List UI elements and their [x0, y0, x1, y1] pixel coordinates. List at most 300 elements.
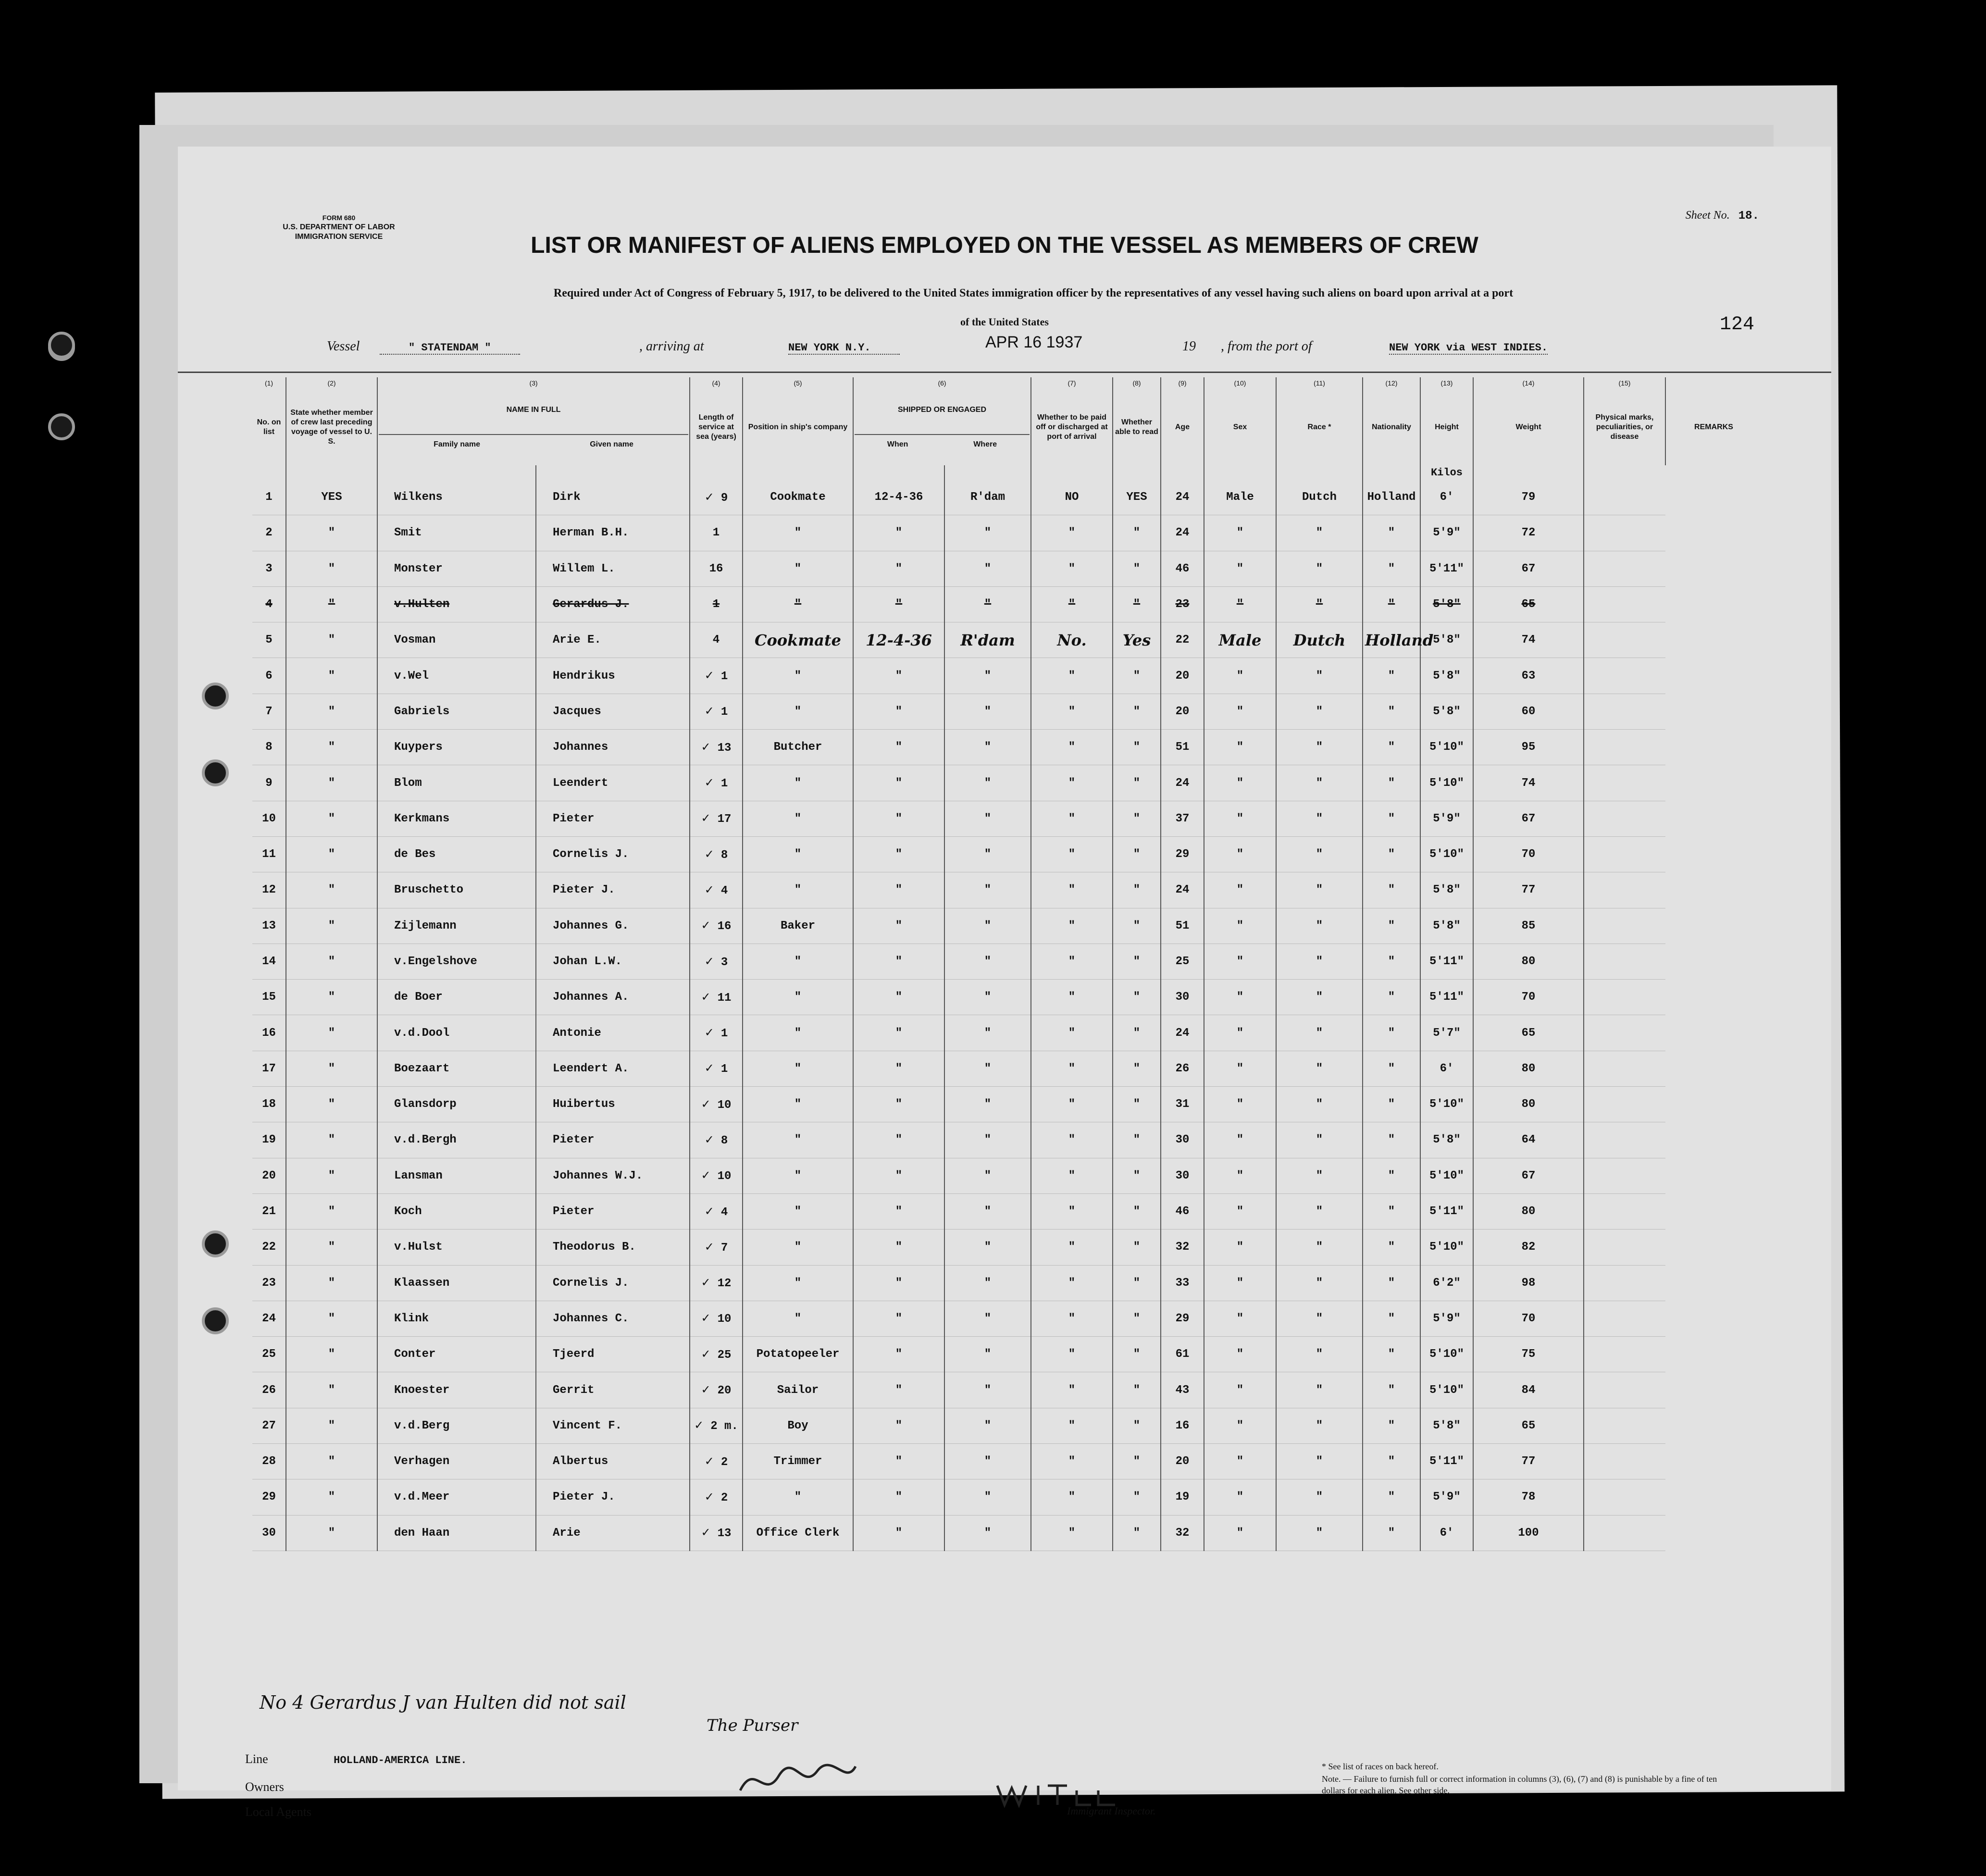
cell-race: ": [1276, 658, 1363, 694]
handwritten-note: No 4 Gerardus J van Hulten did not sail: [260, 1692, 626, 1713]
cell-race: ": [1276, 1301, 1363, 1336]
cell-weight: 82: [1473, 1230, 1584, 1265]
cell-paid: ": [1031, 694, 1113, 729]
cell-race: ": [1276, 1158, 1363, 1193]
crew-rows: [252, 480, 1762, 1551]
cell-nat: ": [1363, 980, 1420, 1015]
cell-sex: ": [1204, 1265, 1276, 1301]
cell-length: ✓ 1: [690, 765, 743, 801]
cell-length: 1: [690, 515, 743, 551]
cell-no: 26: [252, 1372, 286, 1408]
subtitle: Required under Act of Congress of February 5, 1917, to be delivered to the United States immigration officer by the representatives of any vessel having such aliens on board upon arrival at a port: [553, 287, 1514, 299]
cell-given: Johannes G.: [536, 908, 690, 944]
cell-given: Vincent F.: [536, 1408, 690, 1443]
cell-length: ✓ 25: [690, 1337, 743, 1372]
cell-nat: ": [1363, 765, 1420, 801]
cell-family: den Haan: [377, 1515, 536, 1551]
cell-paid: ": [1031, 1158, 1113, 1193]
binder-hole: [48, 413, 75, 440]
cell-read: ": [1113, 1158, 1161, 1193]
header-age: Age: [1161, 389, 1204, 465]
cell-length: ✓ 12: [690, 1265, 743, 1301]
cell-family: Koch: [377, 1193, 536, 1229]
cell-where: ": [944, 944, 1031, 979]
cell-read: ": [1113, 908, 1161, 944]
cell-height: 5'9": [1420, 801, 1473, 836]
cell-family: v.Wel: [377, 658, 536, 694]
cell-age: 24: [1161, 872, 1204, 908]
cell-physical: [1584, 515, 1665, 551]
cell-race: ": [1276, 694, 1363, 729]
cell-age: 20: [1161, 694, 1204, 729]
cell-height: 5'10": [1420, 1372, 1473, 1408]
cell-physical: [1584, 1408, 1665, 1443]
cell-given: Johan L.W.: [536, 944, 690, 979]
cell-no: 9: [252, 765, 286, 801]
cell-length: ✓ 4: [690, 1193, 743, 1229]
sheet-number-value: 18.: [1738, 210, 1759, 223]
binder-hole: [202, 683, 229, 709]
cell-where: ": [944, 1444, 1031, 1479]
table-row: [252, 1408, 1762, 1443]
cell-sex: ": [1204, 872, 1276, 908]
cell-position: ": [743, 980, 853, 1015]
cell-age: 43: [1161, 1372, 1204, 1408]
cell-read: ": [1113, 872, 1161, 908]
table-row: [252, 1230, 1762, 1265]
cell-family: Boezaart: [377, 1051, 536, 1086]
vessel-field: [380, 339, 630, 356]
cell-physical: [1584, 872, 1665, 908]
cell-weight: 100: [1473, 1515, 1584, 1551]
cell-nat: ": [1363, 551, 1420, 586]
cell-family: v.d.Berg: [377, 1408, 536, 1443]
cell-position: Cookmate: [743, 480, 853, 515]
cell-where: ": [944, 1122, 1031, 1158]
cell-read: ": [1113, 1051, 1161, 1086]
cell-given: Theodorus B.: [536, 1230, 690, 1265]
cell-where: ": [944, 872, 1031, 908]
cell-physical: [1584, 480, 1665, 515]
departure-port: NEW YORK via WEST INDIES.: [1389, 342, 1548, 354]
cell-when: ": [853, 658, 944, 694]
inspector-label: Immigrant Inspector.: [1067, 1805, 1156, 1817]
cell-paid: ": [1031, 551, 1113, 586]
cell-sex: ": [1204, 1515, 1276, 1551]
check-mark: ✓: [694, 1418, 704, 1432]
cell-nat: ": [1363, 1193, 1420, 1229]
binder-hole: [202, 759, 229, 786]
col-number: (5): [743, 377, 853, 389]
cell-weight: 60: [1473, 694, 1584, 729]
cell-paid: ": [1031, 1122, 1113, 1158]
cell-read: ": [1113, 1337, 1161, 1372]
table-row: [252, 658, 1762, 694]
cell-physical: [1584, 658, 1665, 694]
cell-when: 12-4-36: [853, 622, 944, 658]
cell-given: Hendrikus: [536, 658, 690, 694]
col-number: (15): [1584, 377, 1665, 389]
cell-age: 33: [1161, 1265, 1204, 1301]
cell-when: ": [853, 836, 944, 872]
cell-given: Johannes: [536, 730, 690, 765]
cell-paid: ": [1031, 1051, 1113, 1086]
cell-race: ": [1276, 944, 1363, 979]
weight-units: Kilos: [1420, 465, 1473, 480]
cell-where: R'dam: [944, 622, 1031, 658]
cell-given: Johannes C.: [536, 1301, 690, 1336]
cell-where: ": [944, 1193, 1031, 1229]
cell-position: ": [743, 1158, 853, 1193]
cell-position: ": [743, 515, 853, 551]
cell-age: 20: [1161, 1444, 1204, 1479]
cell-height: 5'8": [1420, 1122, 1473, 1158]
cell-paid: ": [1031, 515, 1113, 551]
table-row: [252, 908, 1762, 944]
header-given: Given name: [590, 440, 633, 448]
department-name: U.S. DEPARTMENT OF LABOR: [283, 223, 395, 231]
cell-state: ": [286, 944, 377, 979]
cell-given: Herman B.H.: [536, 515, 690, 551]
cell-sex: ": [1204, 1087, 1276, 1122]
cell-when: ": [853, 765, 944, 801]
cell-given: Antonie: [536, 1015, 690, 1051]
cell-no: 22: [252, 1230, 286, 1265]
cell-given: Jacques: [536, 694, 690, 729]
cell-no: 28: [252, 1444, 286, 1479]
cell-read: ": [1113, 551, 1161, 586]
col-number: (14): [1473, 377, 1584, 389]
header-state: State whether member of crew last preceding voyage of vessel to U. S.: [286, 389, 377, 465]
cell-no: 17: [252, 1051, 286, 1086]
cell-sex: ": [1204, 1444, 1276, 1479]
cell-read: YES: [1113, 480, 1161, 515]
cell-race: ": [1276, 908, 1363, 944]
table-row: [252, 944, 1762, 979]
header-rule: [178, 372, 1831, 373]
cell-sex: Male: [1204, 480, 1276, 515]
header-weight: Weight: [1473, 389, 1584, 465]
binder-hole: [48, 332, 75, 359]
cell-paid: ": [1031, 872, 1113, 908]
cell-when: ": [853, 872, 944, 908]
cell-physical: [1584, 944, 1665, 979]
vessel-name: " STATENDAM ": [380, 342, 520, 355]
cell-weight: 70: [1473, 836, 1584, 872]
cell-position: Sailor: [743, 1372, 853, 1408]
cell-physical: [1584, 1158, 1665, 1193]
cell-when: 12-4-36: [853, 480, 944, 515]
subtitle-continued: of the United States: [960, 316, 1049, 328]
cell-when: ": [853, 1122, 944, 1158]
header-height: Height: [1420, 389, 1473, 465]
cell-state: ": [286, 908, 377, 944]
cell-race: ": [1276, 1515, 1363, 1551]
cell-paid: ": [1031, 1265, 1113, 1301]
cell-when: ": [853, 1265, 944, 1301]
check-mark: ✓: [704, 1061, 714, 1075]
cell-paid: ": [1031, 765, 1113, 801]
cell-paid: ": [1031, 1230, 1113, 1265]
cell-position: ": [743, 1479, 853, 1515]
cell-given: Gerardus J.: [536, 586, 690, 622]
col-number: (3): [377, 377, 690, 389]
cell-physical: [1584, 1051, 1665, 1086]
check-mark: ✓: [704, 847, 714, 861]
table-row: [252, 480, 1762, 515]
cell-position: ": [743, 586, 853, 622]
check-mark: ✓: [701, 1168, 711, 1182]
cell-race: Dutch: [1276, 480, 1363, 515]
cell-family: Bruschetto: [377, 872, 536, 908]
cell-height: 6': [1420, 1515, 1473, 1551]
cell-length: 16: [690, 551, 743, 586]
cell-family: Blom: [377, 765, 536, 801]
cell-height: 5'10": [1420, 1087, 1473, 1122]
cell-where: ": [944, 980, 1031, 1015]
cell-read: ": [1113, 980, 1161, 1015]
cell-when: ": [853, 1193, 944, 1229]
cell-where: ": [944, 1301, 1031, 1336]
cell-length: ✓ 3: [690, 944, 743, 979]
cell-when: ": [853, 1515, 944, 1551]
cell-length: ✓ 2: [690, 1479, 743, 1515]
table-row: [252, 980, 1762, 1015]
cell-when: ": [853, 1158, 944, 1193]
cell-given: Arie: [536, 1515, 690, 1551]
cell-nat: ": [1363, 1087, 1420, 1122]
cell-age: 30: [1161, 980, 1204, 1015]
cell-no: 29: [252, 1479, 286, 1515]
cell-position: ": [743, 1301, 853, 1336]
cell-read: ": [1113, 801, 1161, 836]
cell-height: 5'11": [1420, 1444, 1473, 1479]
departure-port-field: [1389, 339, 1548, 356]
cell-paid: No.: [1031, 622, 1113, 658]
header-sex: Sex: [1204, 389, 1276, 465]
cell-sex: ": [1204, 1122, 1276, 1158]
cell-no: 24: [252, 1301, 286, 1336]
cell-nat: ": [1363, 1051, 1420, 1086]
cell-read: ": [1113, 1408, 1161, 1443]
cell-physical: [1584, 1015, 1665, 1051]
owners-label: Owners: [245, 1780, 284, 1794]
cell-age: 24: [1161, 765, 1204, 801]
cell-weight: 65: [1473, 1015, 1584, 1051]
cell-given: Pieter: [536, 1122, 690, 1158]
cell-nat: ": [1363, 908, 1420, 944]
table-row: [252, 1515, 1762, 1551]
cell-no: 15: [252, 980, 286, 1015]
cell-given: Albertus: [536, 1444, 690, 1479]
cell-position: ": [743, 1122, 853, 1158]
cell-paid: ": [1031, 1337, 1113, 1372]
cell-where: ": [944, 1337, 1031, 1372]
cell-weight: 95: [1473, 730, 1584, 765]
table-row: [252, 1193, 1762, 1229]
header-shipped-label: SHIPPED OR ENGAGED: [897, 405, 987, 414]
cell-physical: [1584, 622, 1665, 658]
binder-hole: [202, 1230, 229, 1257]
cell-family: Gabriels: [377, 694, 536, 729]
check-mark: ✓: [701, 1383, 711, 1397]
cell-given: Pieter: [536, 1193, 690, 1229]
cell-age: 46: [1161, 1193, 1204, 1229]
cell-nat: ": [1363, 1372, 1420, 1408]
cell-family: v.d.Dool: [377, 1015, 536, 1051]
cell-family: Verhagen: [377, 1444, 536, 1479]
cell-age: 37: [1161, 801, 1204, 836]
cell-when: ": [853, 980, 944, 1015]
cell-physical: [1584, 694, 1665, 729]
table-row: [252, 730, 1762, 765]
cell-where: ": [944, 1515, 1031, 1551]
check-mark: ✓: [701, 1311, 711, 1325]
cell-length: ✓ 1: [690, 694, 743, 729]
cell-age: 26: [1161, 1051, 1204, 1086]
cell-physical: [1584, 1087, 1665, 1122]
cell-position: ": [743, 801, 853, 836]
cell-given: Tjeerd: [536, 1337, 690, 1372]
cell-position: ": [743, 1230, 853, 1265]
cell-given: Leendert A.: [536, 1051, 690, 1086]
cell-height: 6': [1420, 480, 1473, 515]
header-when: When: [887, 440, 908, 448]
cell-paid: ": [1031, 1515, 1113, 1551]
cell-length: ✓ 10: [690, 1087, 743, 1122]
cell-height: 5'10": [1420, 730, 1473, 765]
cell-when: ": [853, 1337, 944, 1372]
arrival-port-field: [788, 339, 900, 356]
cell-age: 32: [1161, 1515, 1204, 1551]
header-read: Whether able to read: [1113, 389, 1161, 465]
table-row: [252, 1372, 1762, 1408]
cell-paid: ": [1031, 1408, 1113, 1443]
cell-age: 61: [1161, 1337, 1204, 1372]
cell-race: ": [1276, 730, 1363, 765]
cell-physical: [1584, 730, 1665, 765]
cell-where: ": [944, 1230, 1031, 1265]
vessel-label: Vessel: [327, 339, 360, 354]
cell-sex: ": [1204, 1408, 1276, 1443]
cell-paid: ": [1031, 1372, 1113, 1408]
cell-read: ": [1113, 1515, 1161, 1551]
cell-no: 20: [252, 1158, 286, 1193]
cell-nat: ": [1363, 1515, 1420, 1551]
cell-position: ": [743, 694, 853, 729]
cell-age: 32: [1161, 1230, 1204, 1265]
cell-weight: 74: [1473, 765, 1584, 801]
cell-sex: ": [1204, 1193, 1276, 1229]
cell-length: ✓ 10: [690, 1301, 743, 1336]
header-name-in-full: [377, 389, 690, 465]
cell-race: ": [1276, 1337, 1363, 1372]
cell-paid: ": [1031, 1479, 1113, 1515]
cell-where: ": [944, 908, 1031, 944]
col-number: (2): [286, 377, 377, 389]
cell-family: Lansman: [377, 1158, 536, 1193]
cell-sex: ": [1204, 1337, 1276, 1372]
cell-nat: ": [1363, 1301, 1420, 1336]
cell-family: Vosman: [377, 622, 536, 658]
cell-state: ": [286, 1158, 377, 1193]
check-mark: ✓: [701, 1347, 711, 1361]
from-port-label: , from the port of: [1221, 339, 1312, 354]
cell-paid: ": [1031, 980, 1113, 1015]
cell-height: 5'11": [1420, 551, 1473, 586]
cell-state: ": [286, 1051, 377, 1086]
cell-read: ": [1113, 1193, 1161, 1229]
cell-race: ": [1276, 765, 1363, 801]
cell-state: ": [286, 658, 377, 694]
cell-physical: [1584, 551, 1665, 586]
check-mark: ✓: [704, 882, 714, 896]
cell-when: ": [853, 551, 944, 586]
cell-paid: ": [1031, 944, 1113, 979]
cell-age: 29: [1161, 1301, 1204, 1336]
cell-no: 21: [252, 1193, 286, 1229]
cell-state: ": [286, 551, 377, 586]
cell-family: Klaassen: [377, 1265, 536, 1301]
cell-height: 5'11": [1420, 944, 1473, 979]
arriving-label: , arriving at: [639, 339, 704, 354]
cell-state: ": [286, 1230, 377, 1265]
cell-when: ": [853, 586, 944, 622]
cell-nat: ": [1363, 1408, 1420, 1443]
cell-nat: Holland: [1363, 480, 1420, 515]
cell-when: ": [853, 1372, 944, 1408]
cell-where: ": [944, 658, 1031, 694]
cell-family: v.Hulst: [377, 1230, 536, 1265]
cell-state: ": [286, 1265, 377, 1301]
cell-height: 5'11": [1420, 1193, 1473, 1229]
table-row: [252, 515, 1762, 551]
check-mark: ✓: [701, 990, 711, 1004]
cell-sex: ": [1204, 694, 1276, 729]
table-row: [252, 1444, 1762, 1479]
cell-no: 18: [252, 1087, 286, 1122]
cell-family: Monster: [377, 551, 536, 586]
cell-age: 30: [1161, 1158, 1204, 1193]
cell-race: ": [1276, 1408, 1363, 1443]
cell-age: 24: [1161, 1015, 1204, 1051]
cell-position: Trimmer: [743, 1444, 853, 1479]
header-physical: Physical marks, peculiarities, or disease: [1584, 389, 1665, 465]
cell-state: ": [286, 730, 377, 765]
arrival-date-field: [985, 333, 1082, 350]
cell-no: 30: [252, 1515, 286, 1551]
cell-read: ": [1113, 1444, 1161, 1479]
cell-family: de Boer: [377, 980, 536, 1015]
header-shipped: [853, 389, 1031, 465]
cell-paid: ": [1031, 1301, 1113, 1336]
cell-state: ": [286, 801, 377, 836]
cell-physical: [1584, 765, 1665, 801]
cell-read: ": [1113, 1015, 1161, 1051]
cell-nat: ": [1363, 1265, 1420, 1301]
cell-when: ": [853, 801, 944, 836]
check-mark: ✓: [704, 1026, 714, 1040]
header-paid-off: Whether to be paid off or discharged at port of arrival: [1031, 389, 1113, 465]
cell-length: ✓ 2 m.: [690, 1408, 743, 1443]
cell-age: 22: [1161, 622, 1204, 658]
cell-paid: ": [1031, 730, 1113, 765]
cell-nat: ": [1363, 730, 1420, 765]
cell-weight: 67: [1473, 1158, 1584, 1193]
table-row: [252, 551, 1762, 586]
cell-where: ": [944, 515, 1031, 551]
cell-length: ✓ 9: [690, 480, 743, 515]
